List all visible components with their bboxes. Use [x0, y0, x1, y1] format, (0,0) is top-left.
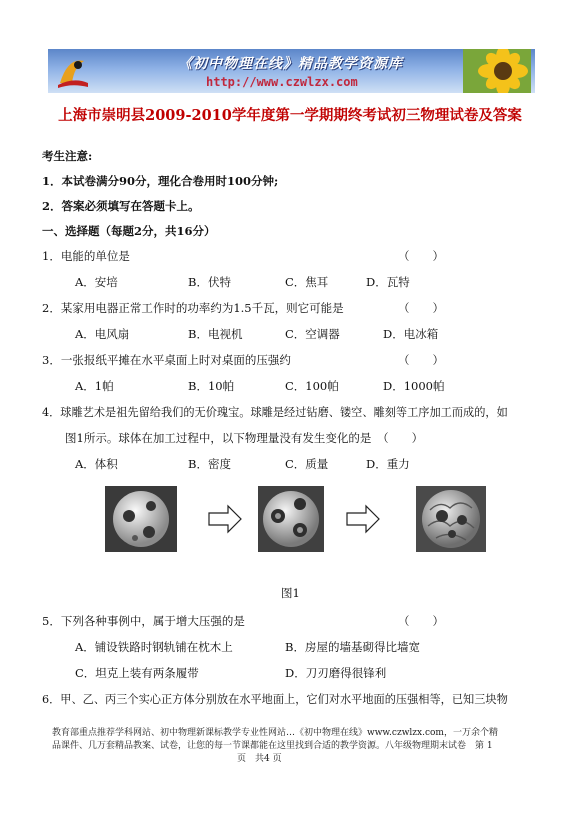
- question-3-option-a: A．1帕: [75, 379, 114, 393]
- page-footer: [52, 727, 542, 766]
- question-2-option-b: B．电视机: [188, 327, 243, 341]
- question-1-option-b: B．伏特: [188, 275, 231, 289]
- section-heading-choice: 一、选择题（每题2分，共16分）: [42, 224, 216, 238]
- question-1-answer-blank: （ ）: [398, 249, 444, 263]
- figure-1-caption: 图1: [281, 586, 300, 600]
- question-5-stem: 5．下列各种事例中，属于增大压强的是: [42, 614, 245, 628]
- question-5-option-a: A．铺设铁路时钢轨铺在枕木上: [75, 640, 233, 654]
- question-2-stem: 2．某家用电器正常工作时的功率约为1.5千瓦，则它可能是: [42, 301, 344, 315]
- question-3-option-b: B．10帕: [188, 379, 235, 393]
- question-5-option-c: C．坦克上装有两条履带: [75, 666, 199, 680]
- question-1-option-a: A．安培: [75, 275, 118, 289]
- notice-item-2: 2．答案必须填写在答题卡上。: [42, 199, 200, 213]
- question-4-option-b: B．密度: [188, 457, 231, 471]
- header-banner: [48, 49, 535, 93]
- footer-page-number: 页 共4 页: [237, 754, 282, 764]
- banner-title: 《初中物理在线》精品教学资源库: [178, 56, 403, 72]
- question-2-answer-blank: （ ）: [398, 301, 444, 315]
- footer-line-2: 品课件、几万套精品教案、试卷，让您的每一节课都能在这里找到合适的教学资源。八年级物理期末试卷 第 1: [52, 741, 493, 751]
- carved-ball-stage-1-image: [105, 486, 177, 552]
- question-2-option-d: D．电冰箱: [383, 327, 439, 341]
- question-4-option-c: C．质量: [285, 457, 329, 471]
- question-3-option-d: D．1000帕: [383, 379, 445, 393]
- question-1-option-c: C．焦耳: [285, 275, 329, 289]
- question-5-option-b: B．房屋的墙基砌得比墙宽: [285, 640, 420, 654]
- site-logo-icon: [54, 53, 92, 89]
- question-2-option-c: C．空调器: [285, 327, 340, 341]
- right-arrow-icon: [208, 504, 242, 534]
- notice-item-1: 1．本试卷满分90分，理化合卷用时100分钟;: [42, 174, 279, 188]
- question-4-option-a: A．体积: [75, 457, 118, 471]
- banner-url[interactable]: http://www.czwlzx.com: [206, 75, 358, 89]
- question-4-option-d: D．重力: [366, 457, 410, 471]
- sunflower-icon: [463, 49, 531, 93]
- question-3-option-c: C．100帕: [285, 379, 339, 393]
- carved-ball-stage-3-image: [416, 486, 486, 552]
- question-5-answer-blank: （ ）: [398, 614, 444, 628]
- question-6-stem: 6．甲、乙、丙三个实心正方体分别放在水平地面上，它们对水平地面的压强相等，已知三块物: [42, 693, 508, 706]
- question-1-option-d: D．瓦特: [366, 275, 410, 289]
- question-4-stem-line-2: 图1所示。球体在加工过程中，以下物理量没有发生变化的是 （ ）: [65, 431, 424, 445]
- footer-line-1: 教育部重点推荐学科网站、初中物理新课标教学专业性网站…《初中物理在线》www.czwlzx.com，一万余个精: [52, 728, 498, 738]
- question-2-option-a: A．电风扇: [75, 327, 130, 341]
- question-4-stem-line-1: 4．球雕艺术是祖先留给我们的无价瑰宝。球雕是经过钻磨、镂空、雕刻等工序加工而成的，如: [42, 406, 508, 419]
- notice-heading: 考生注意:: [42, 149, 93, 163]
- carved-ball-stage-2-image: [258, 486, 324, 552]
- question-5-option-d: D．刀刃磨得很锋利: [285, 666, 387, 680]
- question-1-stem: 1．电能的单位是: [42, 249, 130, 263]
- question-3-stem: 3．一张报纸平摊在水平桌面上时对桌面的压强约: [42, 353, 291, 367]
- right-arrow-icon: [346, 504, 380, 534]
- question-3-answer-blank: （ ）: [398, 353, 444, 367]
- document-title: 上海市崇明县2009-2010学年度第一学期期终考试初三物理试卷及答案: [58, 107, 522, 124]
